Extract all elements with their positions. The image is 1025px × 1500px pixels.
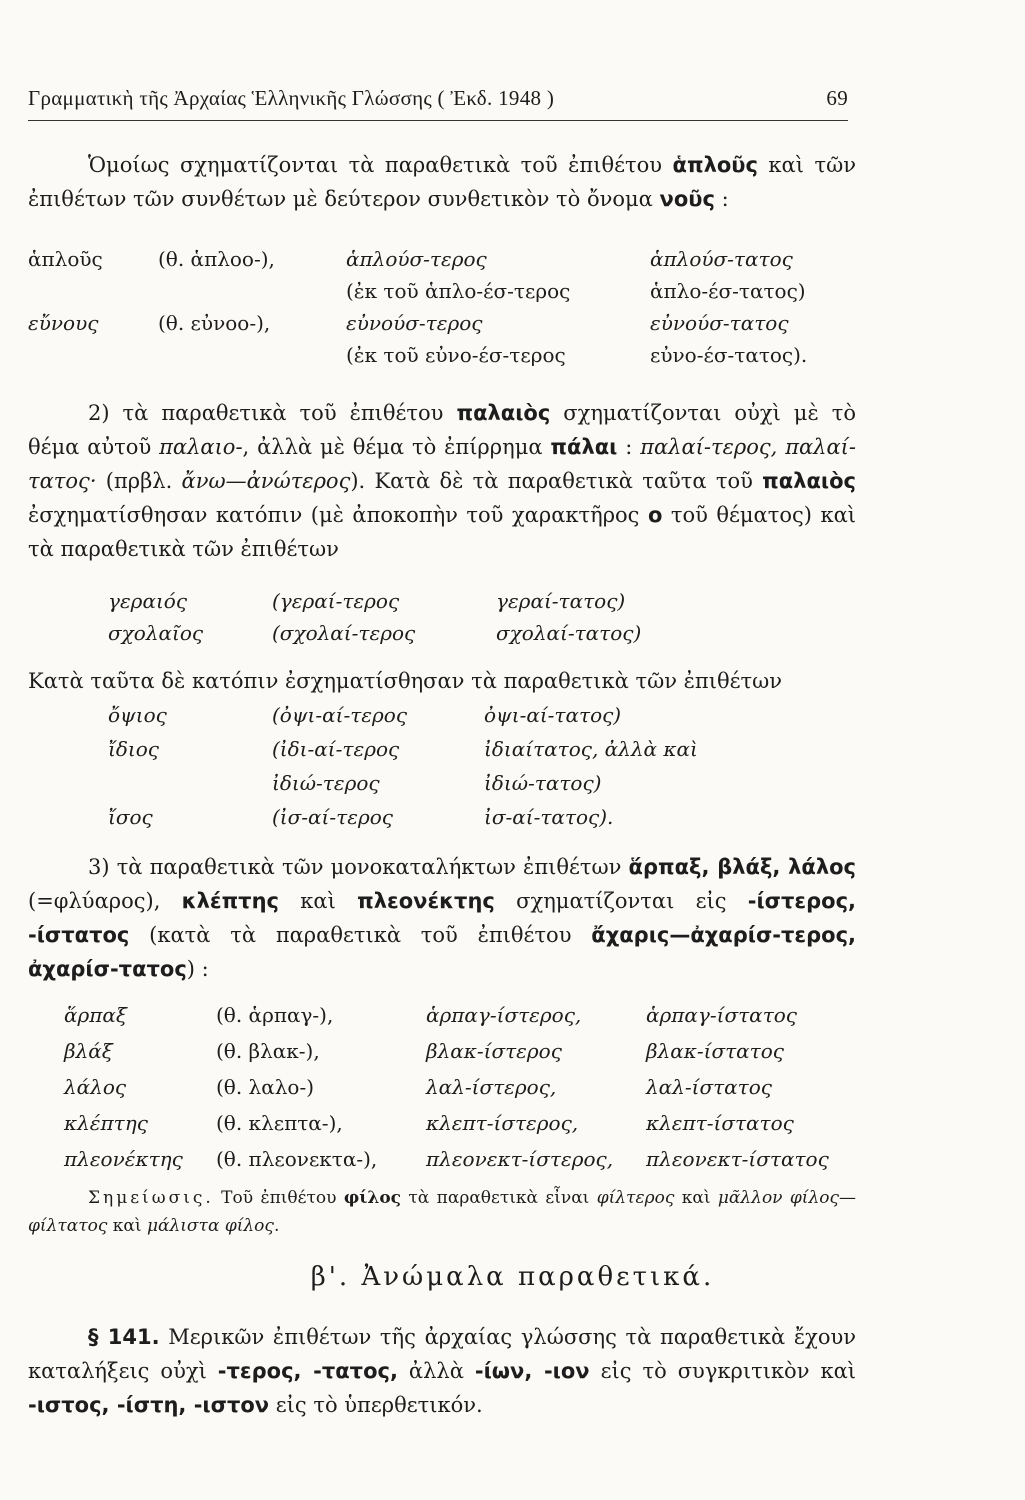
word: βλάξ xyxy=(64,1039,113,1063)
superlative: κλεπτ-ίστατος xyxy=(646,1111,794,1135)
text: : xyxy=(617,435,641,459)
comparative: (γεραί-τερος xyxy=(272,589,400,613)
superlative: σχολαί-τατος) xyxy=(496,621,642,645)
superlative: ἁπλο-έσ-τατος) xyxy=(650,279,806,303)
bold-term: ο xyxy=(647,503,663,527)
superlative: ὀψι-αί-τατος) xyxy=(484,703,622,727)
text: . xyxy=(273,1216,280,1236)
comparative: πλεονεκτ-ίστερος, xyxy=(426,1147,614,1171)
comparative: (ἰσ-αί-τερος xyxy=(272,805,393,829)
text: (πρβλ. xyxy=(96,469,182,493)
word: λάλος xyxy=(64,1075,127,1099)
superlative: ἰδιαίτατος, ἀλλὰ καὶ xyxy=(484,737,698,761)
bold-term: νοῦς xyxy=(659,187,715,211)
comparative: ἁπλούσ-τερος xyxy=(346,247,487,271)
stem: (θ. εὐνοο-), xyxy=(158,311,271,335)
text: καὶ xyxy=(107,1216,147,1236)
text: (=φλύαρος), xyxy=(28,889,182,913)
bold-term: -ίων, -ιον xyxy=(474,1359,590,1383)
word: ἅρπαξ xyxy=(64,1003,127,1027)
word: σχολαῖος xyxy=(108,621,204,645)
text: καὶ xyxy=(278,889,358,913)
comparative: (σχολαί-τερος xyxy=(272,621,416,645)
text: τὰ παραθετικὰ εἶναι xyxy=(401,1188,597,1208)
note-philos xyxy=(28,1184,856,1240)
text: σχηματίζονται εἰς xyxy=(494,889,748,913)
italic-term: φίλτερος xyxy=(596,1188,675,1208)
text: : xyxy=(714,187,729,211)
stem: (θ. κλεπτα-), xyxy=(216,1111,343,1135)
bold-term: φίλος xyxy=(343,1188,402,1208)
text: σχηματίζονται οὐχὶ μὲ τὸ θέμα αὐτοῦ xyxy=(28,401,856,459)
text: τοῦ θέματος) καὶ τὰ παραθετικὰ τῶν ἐπιθέτων xyxy=(28,503,856,561)
word: κλέπτης xyxy=(64,1111,148,1135)
italic-term: μάλιστα φίλος xyxy=(146,1216,274,1236)
running-header xyxy=(28,86,848,111)
page-number: 69 xyxy=(826,86,848,110)
text: Κατὰ ταῦτα δὲ κατόπιν ἐσχηματίσθησαν τὰ παραθετικὰ τῶν ἐπιθέτων xyxy=(28,669,782,693)
note-label: Σημείωσις. xyxy=(88,1188,214,1208)
stem: (θ. πλεονεκτα-), xyxy=(216,1147,378,1171)
stem: (θ. ἁπλοο-), xyxy=(158,247,275,271)
word: πλεονέκτης xyxy=(64,1147,183,1171)
bold-term: παλαιὸς xyxy=(762,469,856,493)
text: καὶ τῶν ἐπιθέτων τῶν συνθέτων μὲ δεύτερον συνθετικὸν τὸ ὄνομα xyxy=(28,153,856,211)
bold-term: ἁπλοῦς xyxy=(672,153,758,177)
text: καὶ xyxy=(674,1188,718,1208)
paragraph-monokatalikta xyxy=(28,850,856,986)
section-title: Ἀνώμαλα παραθετικά. xyxy=(361,1262,715,1292)
bold-term: -ίστερος, -ίστατος xyxy=(28,889,857,947)
paragraph-141 xyxy=(28,1320,856,1422)
word: ἴσος xyxy=(108,805,153,829)
comparative: (ἐκ τοῦ εὐνο-έσ-τερος xyxy=(346,343,566,367)
bold-term: πλεονέκτης xyxy=(357,889,495,913)
comparative: λαλ-ίστερος, xyxy=(426,1075,557,1099)
text: εἰς τὸ ὑπερθετικόν. xyxy=(269,1393,483,1417)
superlative: ἰδιώ-τατος) xyxy=(484,771,602,795)
italic-term: παλαί-τερος, παλαί-τατος· xyxy=(28,435,856,493)
superlative: γεραί-τατος) xyxy=(496,589,626,613)
bold-term: -ιστος, -ίστη, -ιστον xyxy=(28,1393,270,1417)
section-heading xyxy=(0,1262,1025,1292)
text: Ὁμοίως σχηματίζονται τὰ παραθετικὰ τοῦ ἐπιθέτου xyxy=(88,153,673,177)
text: ) : xyxy=(186,957,209,981)
bold-term: πάλαι xyxy=(550,435,618,459)
superlative: βλακ-ίστατος xyxy=(646,1039,784,1063)
comparative: (ἐκ τοῦ ἁπλο-έσ-τερος xyxy=(346,279,571,303)
comparative: κλεπτ-ίστερος, xyxy=(426,1111,579,1135)
text: Μερικῶν ἐπιθέτων τῆς ἀρχαίας γλώσσης τὰ παραθετικὰ ἔχουν καταλήξεις οὐχὶ xyxy=(28,1325,856,1383)
superlative: εὐνο-έσ-τατος). xyxy=(650,343,808,367)
text: Τοῦ ἐπιθέτου xyxy=(213,1188,344,1208)
paragraph-number: § 141. xyxy=(88,1325,160,1349)
italic-term: μᾶλλον φίλος—φίλτατος xyxy=(28,1188,856,1236)
stem: (θ. ἁρπαγ-), xyxy=(216,1003,334,1027)
comparative: (ἰδι-αί-τερος xyxy=(272,737,400,761)
superlative: ἁρπαγ-ίστατος xyxy=(646,1003,797,1027)
text: 2) τὰ παραθετικὰ τοῦ ἐπιθέτου xyxy=(88,401,457,425)
comparative: ἰδιώ-τερος xyxy=(272,771,380,795)
stem: (θ. βλακ-), xyxy=(216,1039,320,1063)
text: ἐσχηματίσθησαν κατόπιν (μὲ ἀποκοπὴν τοῦ χαρακτῆρος xyxy=(28,503,648,527)
comparative: βλακ-ίστερος xyxy=(426,1039,562,1063)
intro-paragraph xyxy=(28,148,856,216)
bold-term: -τερος, -τατος, xyxy=(217,1359,398,1383)
word: ὄψιος xyxy=(108,703,167,727)
comparative: ἁρπαγ-ίστερος, xyxy=(426,1003,582,1027)
italic-term: ἄνω—ἀνώτερος xyxy=(181,469,351,493)
section-number: β'. xyxy=(310,1262,351,1292)
text: εἰς τὸ συγκριτικὸν καὶ xyxy=(589,1359,857,1383)
header-title: Γραμματικὴ τῆς Ἀρχαίας Ἑλληνικῆς Γλώσσης ( Ἐκδ. 1948 ) xyxy=(28,86,555,110)
bold-term: παλαιὸς xyxy=(456,401,551,425)
word: ἁπλοῦς xyxy=(28,247,103,271)
superlative: ἰσ-αί-τατος). xyxy=(484,805,614,829)
word: εὔνους xyxy=(28,311,99,335)
bold-term: ἄχαρις—ἀχαρίσ-τερος, ἀχαρίσ-τατος xyxy=(28,923,856,981)
superlative: ἁπλούσ-τατος xyxy=(650,247,793,271)
comparative: (ὀψι-αί-τερος xyxy=(272,703,408,727)
bold-term: κλέπτης xyxy=(181,889,279,913)
text: ). Κατὰ δὲ τὰ παραθετικὰ ταῦτα τοῦ xyxy=(350,469,763,493)
paragraph-kata-tauta xyxy=(28,664,856,698)
bold-term: ἅρπαξ, βλάξ, λάλος xyxy=(628,855,856,879)
text: (κατὰ τὰ παραθετικὰ τοῦ ἐπιθέτου xyxy=(129,923,592,947)
word: γεραιός xyxy=(108,589,188,613)
text: 3) τὰ παραθετικὰ τῶν μονοκαταλήκτων ἐπιθέτων xyxy=(88,855,629,879)
superlative: πλεονεκτ-ίστατος xyxy=(646,1147,829,1171)
word: ἴδιος xyxy=(108,737,159,761)
superlative: εὐνούσ-τατος xyxy=(650,311,789,335)
italic-term: παλαιο- xyxy=(159,435,243,459)
superlative: λαλ-ίστατος xyxy=(646,1075,772,1099)
text: ἀλλὰ xyxy=(397,1359,475,1383)
stem: (θ. λαλο-) xyxy=(216,1075,315,1099)
comparative: εὐνούσ-τερος xyxy=(346,311,483,335)
text: , ἀλλὰ μὲ θέμα τὸ ἐπίρρημα xyxy=(242,435,551,459)
header-rule xyxy=(28,120,848,121)
paragraph-palaios xyxy=(28,396,856,566)
